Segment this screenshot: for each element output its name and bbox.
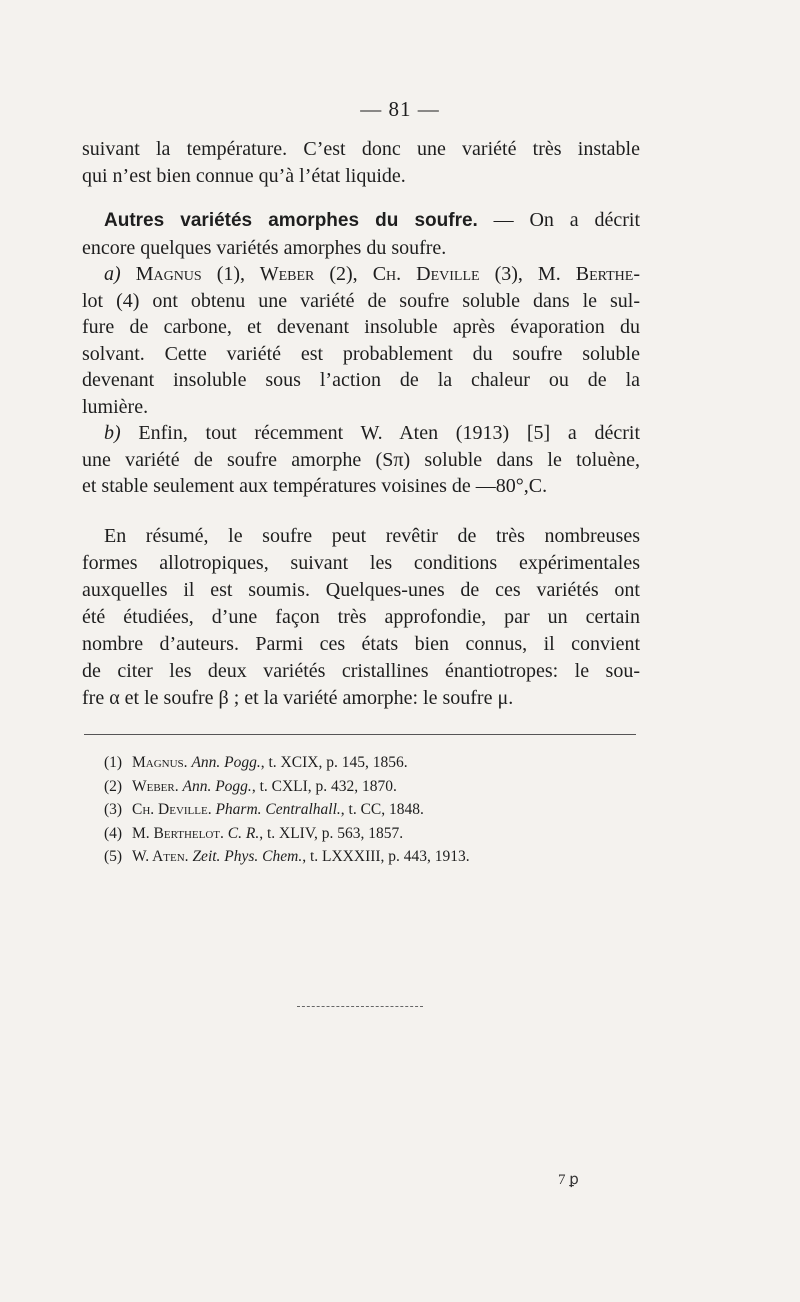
text-line: été étudiées, d’une façon très approfondie, par un certain (82, 606, 640, 628)
text-line: nombre d’auteurs. Parmi ces états bien connus, il convient (82, 633, 640, 655)
text-line: qui n’est bien connue qu’à l’état liquide. (82, 164, 406, 187)
text-line: devenant insoluble sous l’action de la chaleur ou de la (82, 369, 640, 391)
text-line: fre α et le soufre β ; et la variété amorphe: le soufre μ. (82, 687, 514, 709)
text-line: et stable seulement aux températures voisines de —80°,C. (82, 475, 548, 497)
item-a-line: a) Magnus (1), Weber (2), Ch. Deville (3), M. Berthe- (104, 263, 640, 285)
signature-mark: 7 ꝑ (558, 1172, 579, 1188)
text-line: lot (4) ont obtenu une variété de soufre soluble dans le sul- (82, 289, 640, 312)
page-number: — 81 — (360, 97, 440, 121)
text-line: lumière. (82, 395, 149, 418)
summary-paragraph (82, 523, 640, 712)
section-heading: Autres variétés amorphes du soufre. (104, 210, 478, 231)
footnote: (3) Ch. Deville. Pharm. Centralhall., t. CC, 1848. (104, 801, 424, 818)
footnote-divider (84, 734, 636, 735)
footnote: (2) Weber. Ann. Pogg., t. CXLI, p. 432, 1870. (104, 777, 397, 795)
text-line: de citer les deux variétés cristallines énantiotropes: le sou- (82, 660, 640, 682)
text-line: formes allotropiques, suivant les conditions expérimentales (82, 552, 640, 574)
footnote: (1) Magnus. Ann. Pogg., t. XCIX, p. 145, 1856. (104, 754, 408, 771)
paragraph-continuation (82, 136, 640, 189)
text-line: fure de carbone, et devenant insoluble après évaporation du (82, 316, 640, 338)
text-line: En résumé, le soufre peut revêtir de très nombreuses (104, 525, 640, 547)
section-amorphous-varieties (82, 207, 640, 500)
text-line: solvant. Cette variété est probablement du soufre soluble (82, 342, 640, 365)
text-line: suivant la température. C’est donc une variété très instable (82, 138, 640, 160)
text-line: une variété de soufre amorphe (Sπ) soluble dans le toluène, (82, 448, 640, 471)
end-ornament-rule (297, 1006, 423, 1007)
footnotes-list (104, 751, 624, 869)
footnote: (5) W. Aten. Zeit. Phys. Chem., t. LXXXIII, p. 443, 1913. (104, 848, 470, 865)
text-line: auxquelles il est soumis. Quelques-unes de ces variétés ont (82, 579, 640, 601)
item-b-marker: b) (104, 422, 121, 444)
item-a-marker: a) (104, 263, 121, 285)
text-line: encore quelques variétés amorphes du soufre. (82, 236, 447, 259)
item-b-line: b) Enfin, tout récemment W. Aten (1913) [5] a décrit (104, 422, 640, 444)
text-line: Autres variétés amorphes du soufre. — On a décrit (104, 209, 640, 231)
footnote: (4) M. Berthelot. C. R., t. XLIV, p. 563, 1857. (104, 824, 404, 842)
